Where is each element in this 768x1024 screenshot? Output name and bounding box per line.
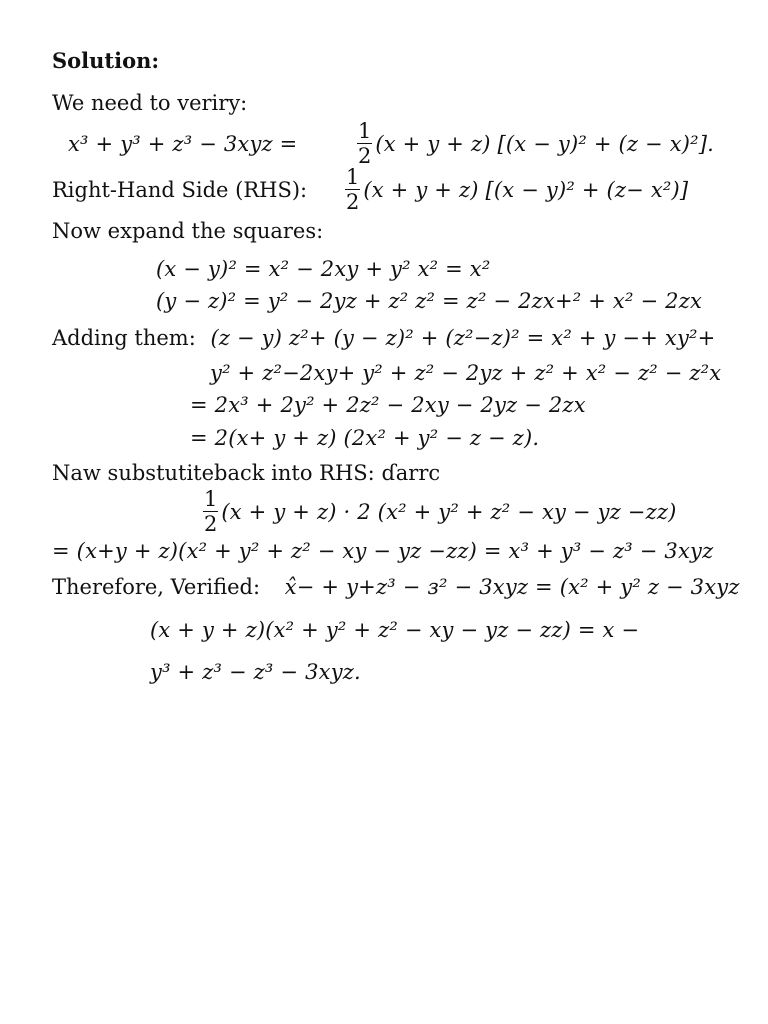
substitute-label: Naw substutiteback into RHS: ɗarrc — [52, 461, 441, 485]
substitute-fraction-numerator: 1 — [204, 487, 218, 511]
adding-line-3: = 2x³ + 2y² + 2z² − 2xy − 2yz − 2zx — [190, 393, 586, 417]
expand-intro: Now expand the squares: — [52, 219, 324, 243]
identity-fraction-denominator: 2 — [358, 144, 372, 169]
therefore-label: Therefore, Verified: — [52, 575, 261, 599]
expansion-line-2: (y − z)² = y² − 2yz + z² z² = z² − 2zx+² + x² − 2zx — [156, 289, 703, 313]
adding-row — [52, 328, 715, 349]
substitute-row — [200, 488, 677, 535]
rhs-fraction — [345, 166, 360, 213]
therefore-row — [52, 577, 740, 598]
substitute-fraction-denominator: 2 — [204, 512, 218, 537]
final-line-1: (x + y + z)(x² + y² + z² − xy − yz − zz) = x − — [150, 618, 640, 642]
adding-line-2: y² + z²−2xy+ y² + z² − 2yz + z² + x² − z² − z²x — [210, 361, 722, 385]
substitute-expression: (x + y + z) · 2 (x² + y² + z² − xy − yz −zz) — [221, 499, 677, 524]
identity-equation — [68, 120, 714, 167]
substitute-fraction — [203, 488, 218, 535]
adding-label: Adding them: — [52, 326, 196, 350]
identity-fraction — [357, 120, 372, 167]
rhs-row — [52, 166, 688, 213]
adding-line-1: (z − y) z²+ (y − z)² + (z²−z)² = x² + y −+ xy²+ — [210, 326, 716, 350]
identity-lhs: x³ + y³ + z³ − 3xyz = — [68, 131, 298, 156]
expansion-line-1: (x − y)² = x² − 2xy + y² x² = x² — [156, 257, 491, 281]
therefore-expression: x̂− + y+z³ − з² − 3xyz = (x² + y² z − 3xyz — [284, 575, 740, 599]
intro-text: We need to veriry: — [52, 91, 248, 115]
rhs-label: Right-Hand Side (RHS): — [52, 177, 308, 202]
adding-line-4: = 2(x+ y + z) (2x² + y² − z − z). — [190, 426, 540, 450]
solution-heading: Solution: — [52, 48, 160, 73]
rhs-fraction-numerator: 1 — [346, 165, 360, 189]
rhs-expression: (x + y + z) [(x − y)² + (z− x²)] — [363, 177, 689, 202]
rhs-fraction-denominator: 2 — [346, 190, 360, 215]
final-line-2: y³ + z³ − z³ − 3xyz. — [150, 660, 361, 684]
identity-rhs: (x + y + z) [(x − y)² + (z − x)²]. — [375, 131, 715, 156]
result-line: = (x+y + z)(x² + y² + z² − xy − yz −zz) = x³ + y³ − z³ − 3xyz — [52, 539, 714, 563]
identity-fraction-numerator: 1 — [358, 119, 372, 143]
